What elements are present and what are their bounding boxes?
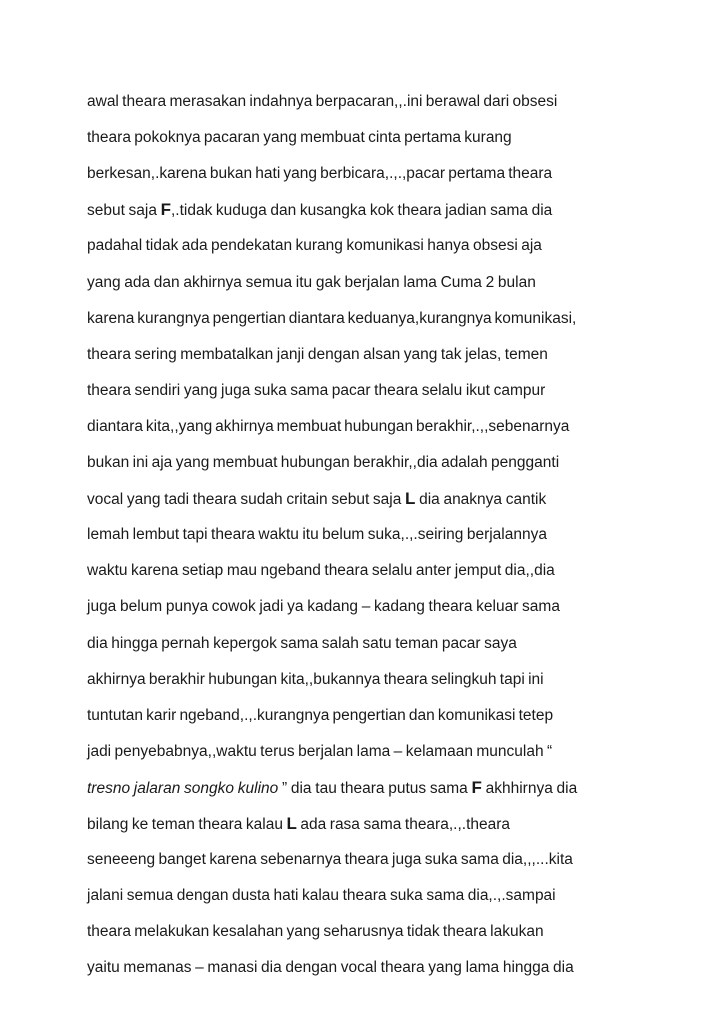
text-line — [87, 850, 647, 870]
text-run: jadi penyebabnya,,waktu terus berjalan lama – kelamaan munculah “ — [87, 742, 553, 760]
text-run: dia hingga pernah kepergok sama salah satu teman pacar saya — [87, 634, 517, 652]
initial-letter: F — [160, 200, 171, 220]
text-run: yang ada dan akhirnya semua itu gak berjalan lama Cuma 2 bulan — [87, 273, 536, 291]
text-line — [87, 92, 647, 112]
initial-letter: L — [405, 489, 416, 509]
text-line — [87, 814, 647, 835]
text-line — [87, 886, 647, 906]
text-line — [87, 670, 647, 690]
text-line — [87, 128, 647, 148]
text-line — [87, 958, 647, 978]
text-run: theara sering membatalkan janji dengan alsan yang tak jelas, temen — [87, 345, 548, 363]
text-run: theara sendiri yang juga suka sama pacar theara selalu ikut campur — [87, 381, 546, 399]
text-line — [87, 453, 647, 473]
text-run: jalani semua dengan dusta hati kalau theara suka sama dia,.,.sampai — [87, 887, 556, 905]
text-line — [87, 164, 647, 184]
text-run: bukan ini aja yang membuat hubungan berakhir,,dia adalah pengganti — [87, 454, 560, 471]
text-line — [87, 597, 647, 617]
text-line — [87, 417, 647, 437]
text-line — [87, 706, 647, 726]
italic-phrase: tresno jalaran songko kulino — [87, 779, 279, 797]
text-line — [87, 742, 647, 762]
text-run: theara melakukan kesalahan yang seharusnya tidak theara lakukan — [87, 923, 544, 941]
text-line — [87, 236, 647, 256]
text-line — [87, 345, 647, 365]
text-line — [87, 561, 647, 581]
text-run: ada rasa sama theara,.,.theara — [296, 816, 511, 833]
text-run: vocal yang tadi theara sudah critain sebut saja — [87, 491, 406, 509]
text-line — [87, 778, 647, 799]
text-run: tuntutan karir ngeband,.,.kurangnya pengertian dan komunikasi tetep — [87, 706, 554, 724]
text-line — [87, 525, 647, 545]
text-run: seneeeng banget karena sebenarnya theara juga suka sama dia,,,...kita — [87, 851, 573, 869]
text-run: theara pokoknya pacaran yang membuat cinta pertama kurang — [87, 129, 512, 147]
text-run: ,.tidak kuduga dan kusangka kok theara jadian sama dia — [170, 202, 553, 220]
text-line — [87, 309, 647, 329]
text-run: awal theara merasakan indahnya berpacaran,,.ini berawal dari obsesi — [87, 93, 558, 110]
text-run: berkesan,.karena bukan hati yang berbicara,.,.,pacar pertama theara — [87, 165, 553, 183]
text-line — [87, 922, 647, 942]
text-run: juga belum punya cowok jadi ya kadang – kadang theara keluar sama — [87, 598, 560, 616]
text-run: sebut saja — [87, 202, 161, 220]
text-line — [87, 489, 647, 510]
text-run: bilang ke teman theara kalau — [87, 816, 287, 833]
text-run: yaitu memanas – manasi dia dengan vocal theara yang lama hingga dia — [87, 959, 574, 977]
text-run: akhhirnya dia — [481, 779, 578, 797]
text-run: waktu karena setiap mau ngeband theara selalu anter jemput dia,,dia — [87, 562, 555, 580]
text-line — [87, 200, 647, 221]
initial-letter: L — [286, 814, 297, 833]
text-run: akhirnya berakhir hubungan kita,,bukannya theara selingkuh tapi ini — [87, 670, 544, 688]
text-run: diantara kita,,yang akhirnya membuat hubungan berakhir,.,,sebenarnya — [87, 417, 570, 435]
text-line — [87, 634, 647, 654]
initial-letter: F — [471, 777, 482, 797]
text-run: karena kurangnya pengertian diantara keduanya,kurangnya komunikasi, — [87, 309, 577, 327]
text-line — [87, 273, 647, 293]
text-line — [87, 381, 647, 401]
text-run: lemah lembut tapi theara waktu itu belum suka,.,.seiring berjalannya — [87, 526, 547, 544]
text-run: padahal tidak ada pendekatan kurang komunikasi hanya obsesi aja — [87, 237, 542, 255]
text-run: dia anaknya cantik — [415, 491, 547, 509]
text-run: ” dia tau theara putus sama — [278, 779, 472, 797]
